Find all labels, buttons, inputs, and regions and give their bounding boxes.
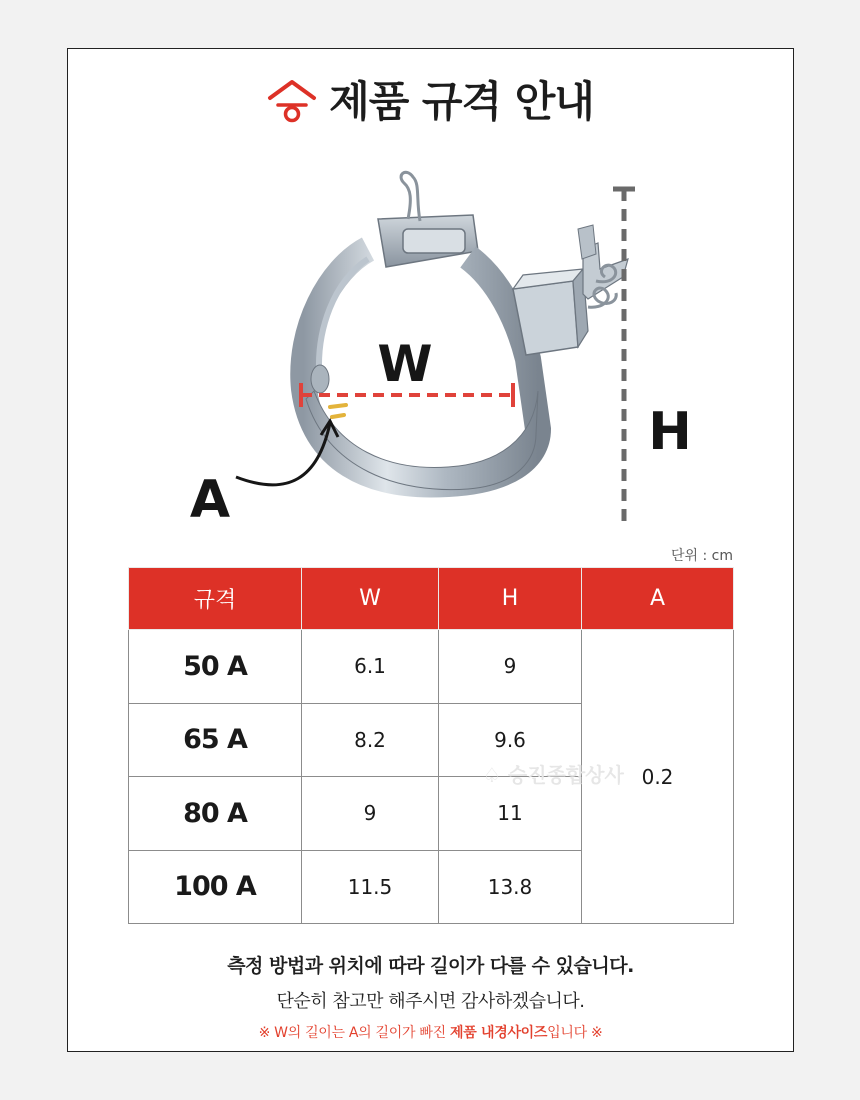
note-line-3-prefix: ※ W의 길이는 A의 길이가 빠진 bbox=[258, 1025, 450, 1041]
spec-table bbox=[128, 567, 734, 924]
height-dimension bbox=[613, 189, 635, 529]
w-cell: 9 bbox=[302, 777, 439, 851]
note-line-3 bbox=[68, 1022, 793, 1042]
h-cell: 9 bbox=[439, 630, 582, 704]
note-line-3-bold: 제품 내경사이즈 bbox=[449, 1025, 548, 1041]
size-cell: 65 A bbox=[129, 703, 302, 777]
h-cell: 11 bbox=[439, 777, 582, 851]
notes-block bbox=[68, 951, 793, 1042]
header-a: A bbox=[582, 568, 734, 630]
title-row bbox=[68, 69, 793, 129]
pipe-clamp-image bbox=[303, 172, 628, 489]
header-h: H bbox=[439, 568, 582, 630]
unit-label: 단위 : cm bbox=[670, 548, 733, 564]
w-cell: 11.5 bbox=[302, 850, 439, 924]
note-line-1: 측정 방법과 위치에 따라 길이가 다를 수 있습니다. bbox=[227, 955, 634, 977]
table-row bbox=[129, 630, 734, 704]
header-w: W bbox=[302, 568, 439, 630]
size-cell: 100 A bbox=[129, 850, 302, 924]
clamp-diagram bbox=[68, 159, 795, 529]
hanger-logo-icon bbox=[267, 74, 317, 124]
thickness-label: A bbox=[189, 470, 231, 529]
width-label: W bbox=[377, 335, 433, 393]
table-header-row bbox=[129, 568, 734, 630]
h-cell: 13.8 bbox=[439, 850, 582, 924]
page-title: 제품 규격 안내 bbox=[329, 77, 594, 126]
a-cell: 0.2 bbox=[582, 630, 734, 924]
w-cell: 8.2 bbox=[302, 703, 439, 777]
w-cell: 6.1 bbox=[302, 630, 439, 704]
size-cell: 50 A bbox=[129, 630, 302, 704]
spec-card bbox=[67, 48, 794, 1052]
note-line-3-suffix: 입니다 ※ bbox=[547, 1025, 603, 1041]
h-cell: 9.6 bbox=[439, 703, 582, 777]
size-cell: 80 A bbox=[129, 777, 302, 851]
header-size: 규격 bbox=[129, 568, 302, 630]
height-label: H bbox=[648, 402, 692, 462]
watermark: ♤ 승진종합상사 bbox=[483, 763, 624, 787]
note-line-2: 단순히 참고만 해주시면 감사하겠습니다. bbox=[276, 991, 585, 1012]
